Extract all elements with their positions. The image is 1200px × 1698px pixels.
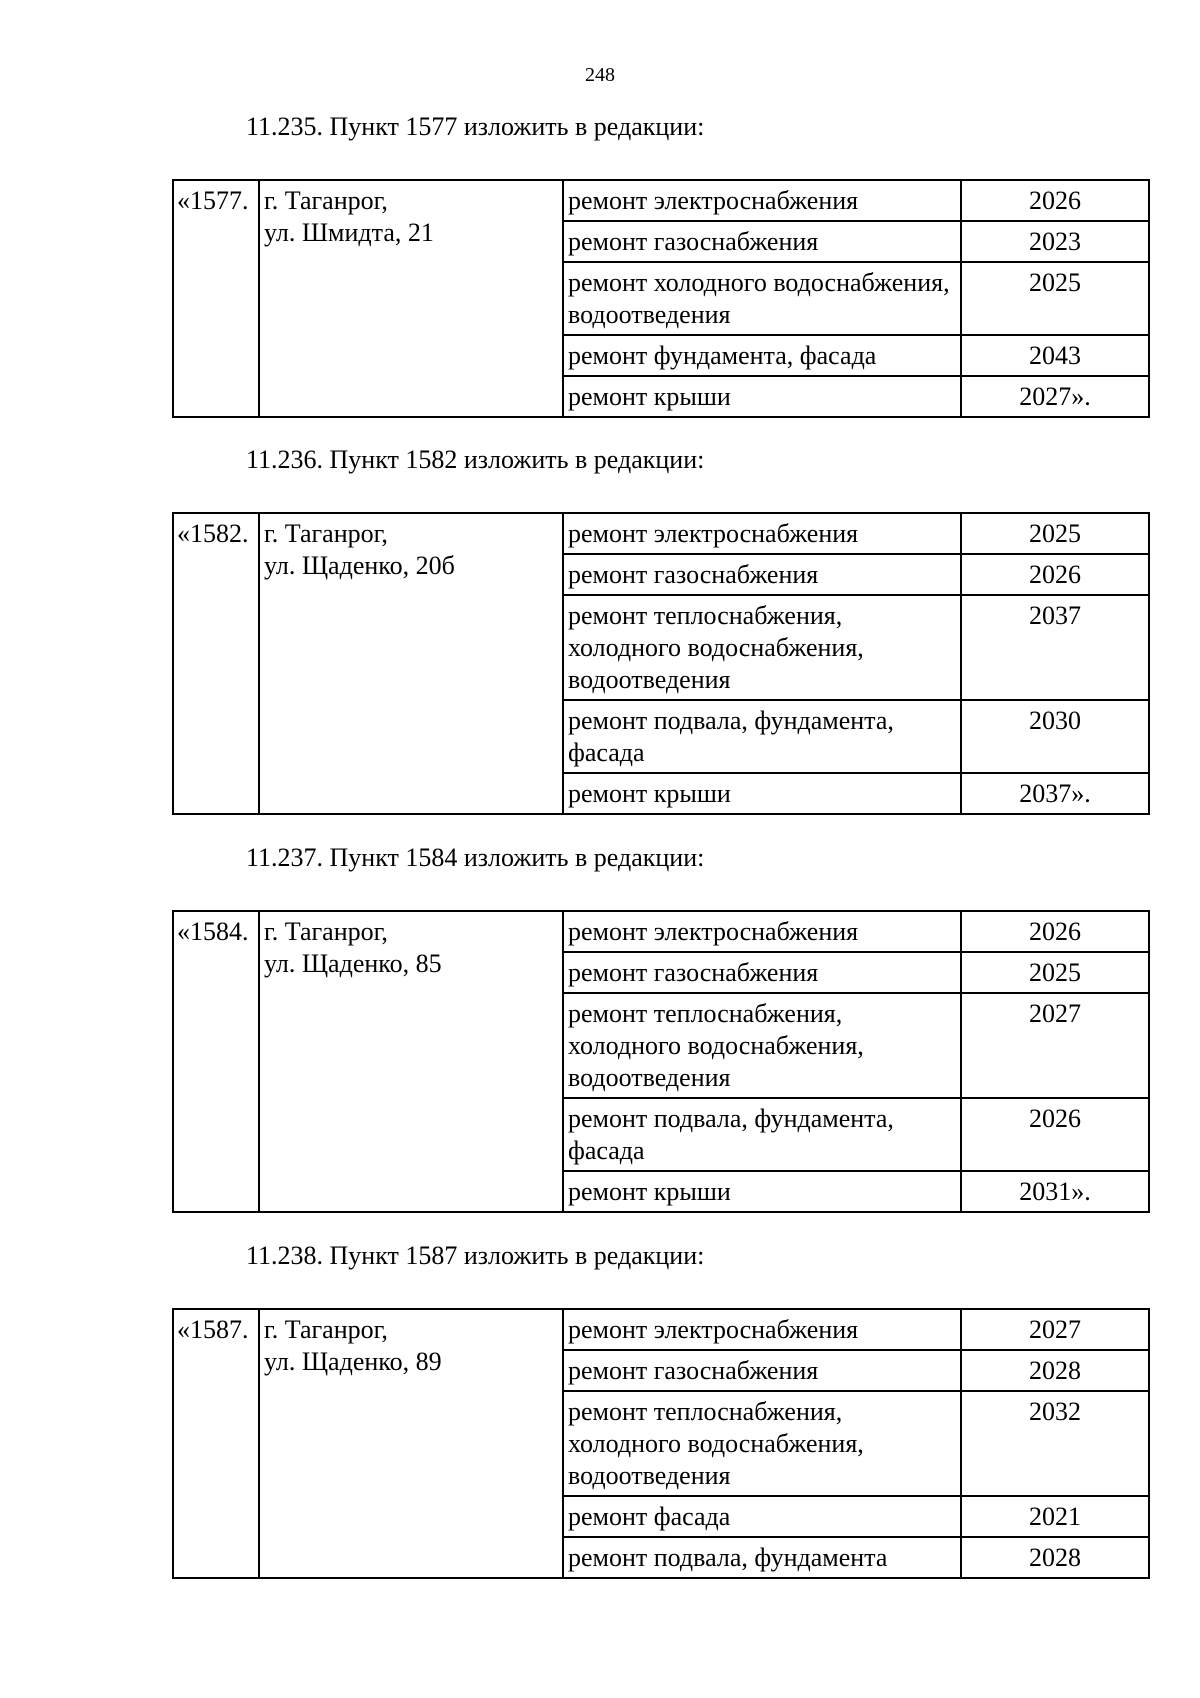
address-cell <box>259 1309 563 1578</box>
work-type: ремонт газоснабжения <box>563 221 961 262</box>
work-type: ремонт подвала, фундамента, фасада <box>563 700 961 773</box>
work-year: 2023 <box>961 221 1149 262</box>
work-type: ремонт холодного водоснабжения, водоотведения <box>563 262 961 335</box>
work-type: ремонт газоснабжения <box>563 1350 961 1391</box>
amendment-table <box>172 1308 1150 1579</box>
item-number: «1582. <box>173 513 259 814</box>
address-cell <box>259 180 563 417</box>
item-number: «1587. <box>173 1309 259 1578</box>
section-heading: 11.238. Пункт 1587 изложить в редакции: <box>246 1241 705 1270</box>
address-street: ул. Щаденко, 85 <box>264 949 442 978</box>
work-year: 2021 <box>961 1496 1149 1537</box>
table-row <box>173 1309 1149 1350</box>
work-year: 2037». <box>961 773 1149 814</box>
amendment-table <box>172 179 1150 418</box>
address-cell <box>259 911 563 1212</box>
work-year: 2027 <box>961 1309 1149 1350</box>
work-year: 2025 <box>961 513 1149 554</box>
work-year: 2032 <box>961 1391 1149 1496</box>
work-year: 2025 <box>961 952 1149 993</box>
work-type: ремонт электроснабжения <box>563 513 961 554</box>
work-year: 2028 <box>961 1350 1149 1391</box>
work-year: 2027». <box>961 376 1149 417</box>
work-type: ремонт фасада <box>563 1496 961 1537</box>
address-city: г. Таганрог, <box>264 186 388 215</box>
work-year: 2027 <box>961 993 1149 1098</box>
page-number: 248 <box>585 64 615 86</box>
address-street: ул. Шмидта, 21 <box>264 218 434 247</box>
section-heading: 11.235. Пункт 1577 изложить в редакции: <box>246 112 705 141</box>
work-type: ремонт газоснабжения <box>563 952 961 993</box>
work-type: ремонт теплоснабжения, холодного водоснабжения, водоотведения <box>563 595 961 700</box>
work-type: ремонт электроснабжения <box>563 1309 961 1350</box>
work-year: 2031». <box>961 1171 1149 1212</box>
address-city: г. Таганрог, <box>264 1315 388 1344</box>
work-year: 2026 <box>961 180 1149 221</box>
work-type: ремонт электроснабжения <box>563 180 961 221</box>
work-year: 2037 <box>961 595 1149 700</box>
section-heading: 11.237. Пункт 1584 изложить в редакции: <box>246 843 705 872</box>
work-type: ремонт теплоснабжения, холодного водоснабжения, водоотведения <box>563 993 961 1098</box>
work-type: ремонт теплоснабжения, холодного водоснабжения, водоотведения <box>563 1391 961 1496</box>
work-year: 2030 <box>961 700 1149 773</box>
work-type: ремонт крыши <box>563 376 961 417</box>
work-year: 2028 <box>961 1537 1149 1578</box>
section-heading: 11.236. Пункт 1582 изложить в редакции: <box>246 445 705 474</box>
work-year: 2026 <box>961 554 1149 595</box>
table-row <box>173 911 1149 952</box>
work-year: 2025 <box>961 262 1149 335</box>
table-row <box>173 180 1149 221</box>
work-type: ремонт крыши <box>563 773 961 814</box>
table-row <box>173 513 1149 554</box>
work-year: 2043 <box>961 335 1149 376</box>
work-type: ремонт фундамента, фасада <box>563 335 961 376</box>
work-year: 2026 <box>961 1098 1149 1171</box>
work-type: ремонт газоснабжения <box>563 554 961 595</box>
amendment-table <box>172 910 1150 1213</box>
work-type: ремонт подвала, фундамента <box>563 1537 961 1578</box>
address-street: ул. Щаденко, 20б <box>264 551 455 580</box>
item-number: «1584. <box>173 911 259 1212</box>
work-type: ремонт крыши <box>563 1171 961 1212</box>
item-number: «1577. <box>173 180 259 417</box>
address-street: ул. Щаденко, 89 <box>264 1347 442 1376</box>
amendment-table <box>172 512 1150 815</box>
address-cell <box>259 513 563 814</box>
work-type: ремонт подвала, фундамента, фасада <box>563 1098 961 1171</box>
work-year: 2026 <box>961 911 1149 952</box>
address-city: г. Таганрог, <box>264 519 388 548</box>
address-city: г. Таганрог, <box>264 917 388 946</box>
work-type: ремонт электроснабжения <box>563 911 961 952</box>
